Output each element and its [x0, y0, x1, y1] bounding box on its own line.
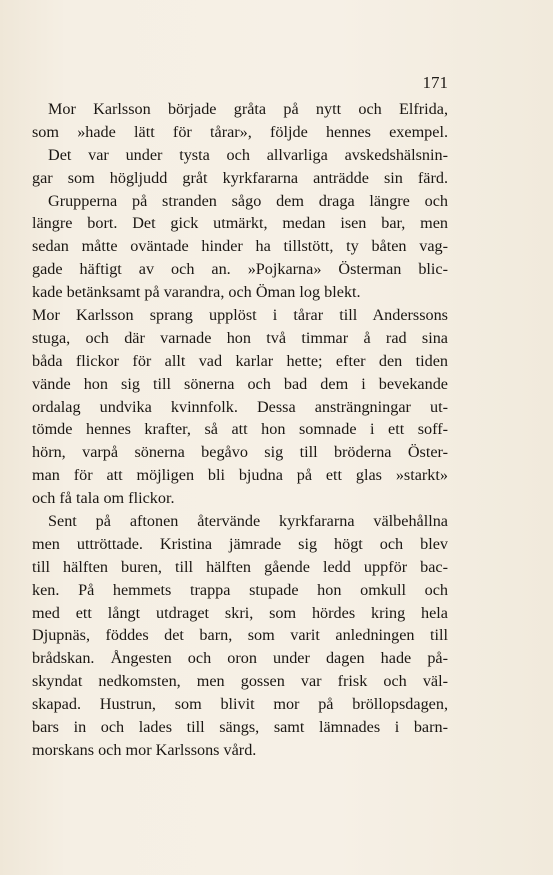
text-line: till hälften buren, till hälften gående ledd uppför bac-	[32, 557, 448, 576]
text-line: Djupnäs, föddes det barn, som varit anledningen till	[32, 626, 448, 645]
text-line: Mor Karlsson började gråta på nytt och Elfrida,	[48, 100, 448, 118]
text-line: skyndat nedkomsten, men gossen var frisk och väl-	[32, 672, 448, 691]
text-line: Grupperna på stranden sågo dem draga längre och	[48, 191, 448, 210]
text-line: man för att möjligen bli bjudna på ett glas »starkt»	[32, 466, 448, 485]
text-line: kade betänksamt på varandra, och Öman log blekt.	[32, 283, 361, 302]
text-line: vände hon sig till sönerna och bad dem i bevekande	[32, 374, 448, 393]
text-line: skapad. Hustrun, som blivit mor på bröllopsdagen,	[32, 695, 448, 714]
text-line: sedan måtte oväntade hinder ha tillstött, ty båten vag-	[32, 237, 448, 256]
text-line: längre bort. Det gick utmärkt, medan isen bar, men	[32, 214, 448, 233]
text-line: och få tala om flickor.	[32, 489, 175, 508]
text-line: Sent på aftonen återvände kyrkfararna välbehållna	[48, 512, 448, 531]
text-line: tömde hennes krafter, så att hon somnade i ett soff-	[32, 420, 448, 439]
text-line: brådskan. Ångesten och oron under dagen hade på-	[32, 649, 448, 668]
page-number: 171	[422, 73, 448, 92]
text-line: men uttröttade. Kristina jämrade sig högt och blev	[32, 534, 448, 553]
text-line: som »hade lätt för tårar», följde hennes exempel.	[32, 122, 448, 141]
text-line: hörn, varpå sönerna begåvo sig till bröderna Öster-	[32, 443, 448, 462]
text-line: gade häftigt av och an. »Pojkarna» Österman blic-	[32, 260, 448, 279]
text-line: ordalag undvika kvinnfolk. Dessa ansträngningar ut-	[32, 397, 448, 416]
text-line: Det var under tysta och allvarliga avskedshälsnin-	[48, 145, 448, 164]
text-line: ken. På hemmets trappa stupade hon omkull och	[32, 580, 448, 599]
text-line: morskans och mor Karlssons vård.	[32, 740, 257, 759]
text-line: med ett långt utdraget skri, som hördes kring hela	[32, 603, 448, 622]
text-line: bars in och lades till sängs, samt lämnades i barn-	[32, 718, 448, 737]
text-line: stuga, och där varnade hon två timmar å rad sina	[32, 328, 448, 347]
body-text	[32, 98, 448, 762]
text-line: Mor Karlsson sprang upplöst i tårar till Anderssons	[32, 306, 448, 325]
text-line: båda flickor för allt vad karlar hette; efter den tiden	[32, 351, 448, 370]
text-line: gar som högljudd gråt kyrkfararna anträdde sin färd.	[32, 168, 448, 187]
